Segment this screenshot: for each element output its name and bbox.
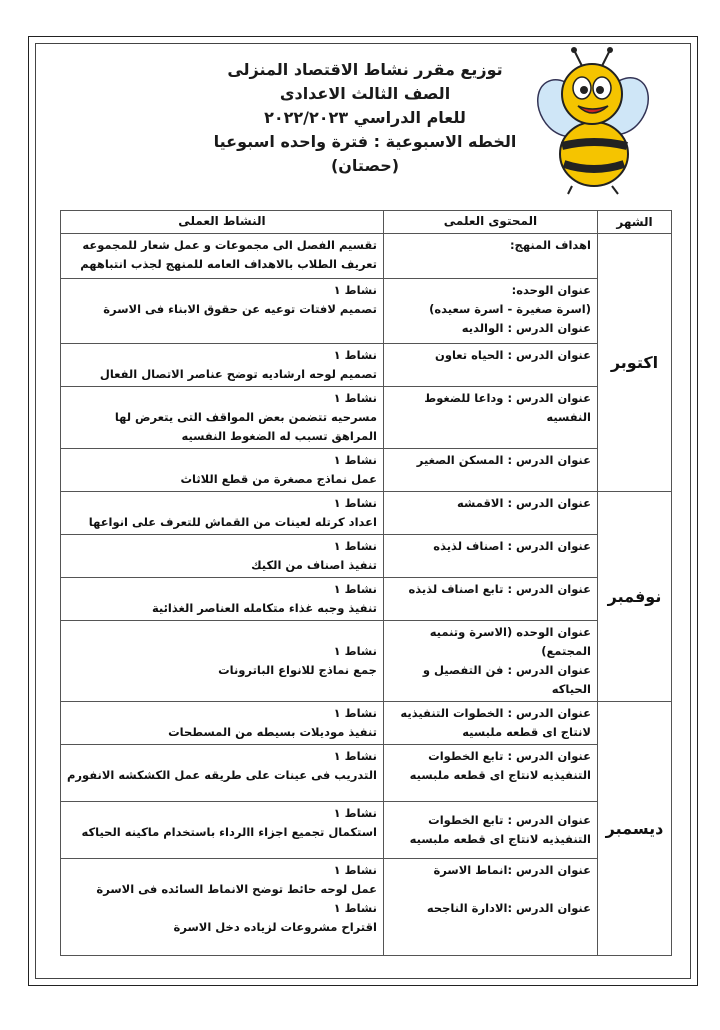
schedule-line: الخطه الاسبوعية : فترة واحده اسبوعيا (حصتان) [213, 132, 517, 175]
activity-line: تعريف الطلاب بالاهداف العامه للمنهج لجذب انتباههم [80, 257, 377, 271]
content-spacer [390, 880, 591, 899]
year-line: للعام الدراسي ٢٠٢٢/٢٠٢٣ [264, 108, 466, 127]
content-line: لانتاج اى قطعه ملبسيه [462, 725, 591, 739]
activity-line: جمع نماذج للانواع الباترونات [218, 663, 377, 677]
activity-line: مسرحيه تتضمن بعض المواقف التى يتعرض لها [114, 410, 377, 424]
table-row [61, 535, 672, 578]
activity-line: تنفيذ موديلات بسيطه من المسطحات [168, 725, 377, 739]
table-row [61, 745, 672, 802]
content-line: عنوان الدرس : تابع الخطوات [428, 813, 591, 827]
content-line: عنوان الدرس : الحياه تعاون [435, 348, 591, 362]
content-line: عنوان الدرس : الوالديه [461, 321, 591, 335]
activity-line: نشاط ١ [333, 348, 377, 362]
table-row [61, 344, 672, 387]
content-line: عنوان الدرس : تابع اصناف لذيذه [408, 582, 591, 596]
activity-line: تصميم لوحه ارشاديه توضح عناصر الاتصال الفعال [99, 367, 377, 381]
table-row [61, 578, 672, 621]
activity-line: نشاط ١ [333, 496, 377, 510]
month-cell-october: اكتوبر [597, 234, 671, 492]
content-line: عنوان الدرس : وداعا للضغوط [424, 391, 591, 405]
activity-line: نشاط ١ [333, 863, 377, 877]
activity-line: نشاط ١ [333, 749, 377, 763]
table-row [61, 492, 672, 535]
month-cell-december: ديسمبر [597, 702, 671, 956]
content-line: عنوان الدرس :الادارة الناجحه [426, 901, 591, 915]
content-line: عنوان الدرس : الاقمشه [457, 496, 591, 510]
content-line: عنوان الدرس : المسكن الصغير [416, 453, 591, 467]
activity-line: المراهق تسبب له الضغوط النفسيه [181, 429, 377, 443]
grade-line: الصف الثالث الاعدادى [279, 84, 451, 103]
table-row [61, 234, 672, 279]
activity-line: نشاط ١ [333, 283, 377, 297]
title: توزيع مقرر نشاط الاقتصاد المنزلى [227, 60, 503, 79]
content-line: عنوان الدرس :انماط الاسرة [433, 863, 591, 877]
bee-illustration [532, 46, 652, 196]
table-row [61, 449, 672, 492]
activity-line: نشاط ١ [333, 706, 377, 720]
content-line: اهداف المنهج: [509, 238, 591, 252]
header-month: الشهر [597, 211, 671, 234]
content-line: عنوان الدرس : اصناف لذيذه [433, 539, 591, 553]
content-line: عنوان الوحده (الاسرة وتنميه [429, 625, 591, 639]
activity-line: عمل لوحه حائط توضح الانماط السائده فى الاسرة [96, 882, 377, 896]
activity-line: اعداد كرتله لعينات من القماش للتعرف على انواعها [88, 515, 377, 529]
activity-line: نشاط ١ [333, 453, 377, 467]
table-header-row [61, 211, 672, 234]
activity-line: استكمال تجميع اجزاء االرداء باستخدام ماكينه الحياكه [81, 825, 377, 839]
activity-line: نشاط ١ [333, 539, 377, 553]
activity-line: عمل نماذج مصغرة من قطع اللاثاث [180, 472, 377, 486]
content-line: عنوان الدرس : الخطوات التنفيذيه [400, 706, 591, 720]
content-line: التنفيذيه لانتاج اى قطعه ملبسيه [409, 768, 591, 782]
content-line: عنوان الوحده: [511, 283, 591, 297]
activity-line: اقتراح مشروعات لزياده دخل الاسرة [173, 920, 377, 934]
content-line: المجتمع) [541, 644, 591, 658]
header-activity: النشاط العملى [61, 211, 384, 234]
content-line: عنوان الدرس : فن التفصيل و [422, 663, 591, 677]
table-row [61, 859, 672, 956]
content-line: النفسيه [546, 410, 591, 424]
content-line: الحياكه [551, 682, 591, 696]
activity-line: تنفيذ اصناف من الكيك [251, 558, 377, 572]
content-line: التنفيذيه لانتاج اى قطعه ملبسيه [409, 832, 591, 846]
content-line: عنوان الدرس : تابع الخطوات [428, 749, 591, 763]
content-line: (اسرة صغيرة - اسرة سعيده) [429, 302, 591, 316]
month-cell-november: نوفمبر [597, 492, 671, 702]
plan-table [60, 210, 672, 956]
header-content: المحتوى العلمى [383, 211, 597, 234]
table-row [61, 702, 672, 745]
activity-line: نشاط ١ [333, 582, 377, 596]
table-row [61, 387, 672, 449]
activity-line: نشاط ١ [333, 901, 377, 915]
activity-line: تصميم لافتات توعيه عن حقوق الابناء فى الاسرة [103, 302, 377, 316]
activity-line: نشاط ١ [333, 806, 377, 820]
document-header [185, 58, 545, 178]
table-row [61, 802, 672, 859]
table-row [61, 621, 672, 702]
activity-line: نشاط ١ [333, 644, 377, 658]
activity-line: تقسيم الفصل الى مجموعات و عمل شعار للمجموعه [82, 238, 377, 252]
table-row [61, 279, 672, 344]
activity-line: التدريب فى عينات على طريقه عمل الكشكشه الانفورم [67, 768, 377, 782]
activity-line: تنفيذ وجبه غذاء متكامله العناصر الغذائية [151, 601, 377, 615]
activity-line: نشاط ١ [333, 391, 377, 405]
